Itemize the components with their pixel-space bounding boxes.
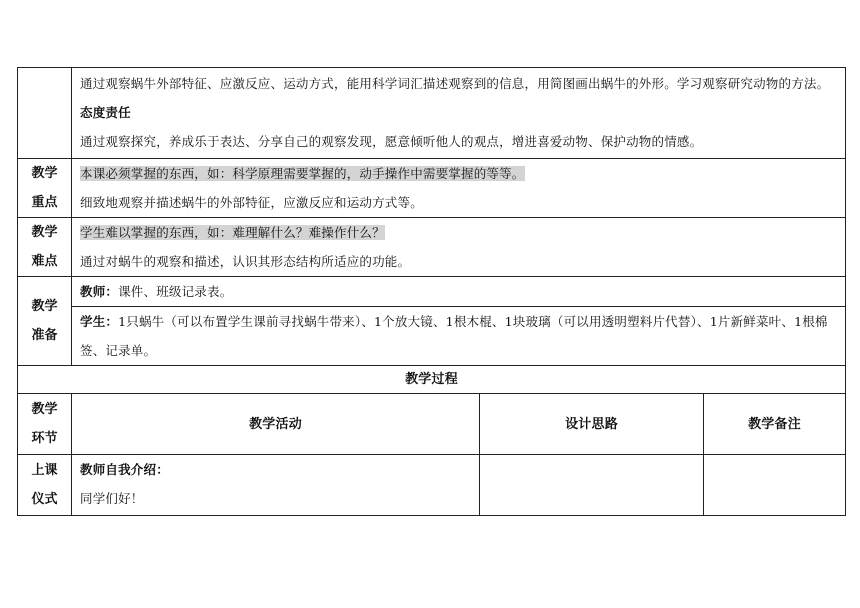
student-prep-text: 1只蜗牛（可以布置学生课前寻找蜗牛带来）、1个放大镜、1根木棍、1块玻璃（可以用透明塑料片代替）、1片新鲜菜叶、1根棉签、记录单。 [80,314,828,358]
stage-header: 教学 环节 [18,394,72,455]
lesson-plan-table [17,67,846,516]
difficulties-label: 教学 难点 [18,218,72,277]
process-title-row [18,366,846,394]
student-prep-line [72,307,845,365]
goals-row [18,68,846,159]
key-points-prompt: 本课必须掌握的东西，如：科学原理需要掌握的，动手操作中需要掌握的等等。 [80,166,525,181]
difficulties-content-cell [72,218,846,277]
key-points-content-cell [72,159,846,218]
activity-title: 教师自我介绍： [80,462,169,477]
goals-content-cell [72,68,846,159]
difficulties-prompt: 学生难以掌握的东西，如：难理解什么？难操作什么？ [80,225,385,240]
preparation-label: 教学 准备 [18,277,72,366]
notes-cell [704,455,846,516]
design-cell [480,455,704,516]
process-header-row [18,394,846,455]
activity-cell [72,455,480,516]
preparation-row [18,277,846,366]
key-points-row [18,159,846,218]
stage-cell: 上课 仪式 [18,455,72,516]
process-row [18,455,846,516]
difficulties-text: 通过对蜗牛的观察和描述，认识其形态结构所适应的功能。 [80,254,411,269]
key-points-text: 细致地观察并描述蜗牛的外部特征，应激反应和运动方式等。 [80,195,423,210]
preparation-content-cell [72,277,846,366]
teacher-prep-label: 教师： [80,284,119,299]
notes-header: 教学备注 [704,394,846,455]
activity-header: 教学活动 [72,394,480,455]
teacher-prep-text: 课件、班级记录表。 [118,284,233,299]
skill-goal-text: 通过观察蜗牛外部特征、应激反应、运动方式，能用科学词汇描述观察到的信息，用简图画出蜗牛的外形。学习观察研究动物的方法。 [80,76,830,91]
key-points-label: 教学 重点 [18,159,72,218]
activity-text: 同学们好！ [80,491,144,506]
difficulties-row [18,218,846,277]
student-prep-label: 学生： [80,314,119,329]
attitude-goal-text: 通过观察探究，养成乐于表达、分享自己的观察发现，愿意倾听他人的观点，增进喜爱动物、保护动物的情感。 [80,134,703,149]
design-header: 设计思路 [480,394,704,455]
process-title: 教学过程 [18,366,846,394]
attitude-heading: 态度责任 [80,105,131,120]
goals-label-cell [18,68,72,159]
lesson-plan-page [17,67,845,516]
teacher-prep-line [72,277,845,307]
